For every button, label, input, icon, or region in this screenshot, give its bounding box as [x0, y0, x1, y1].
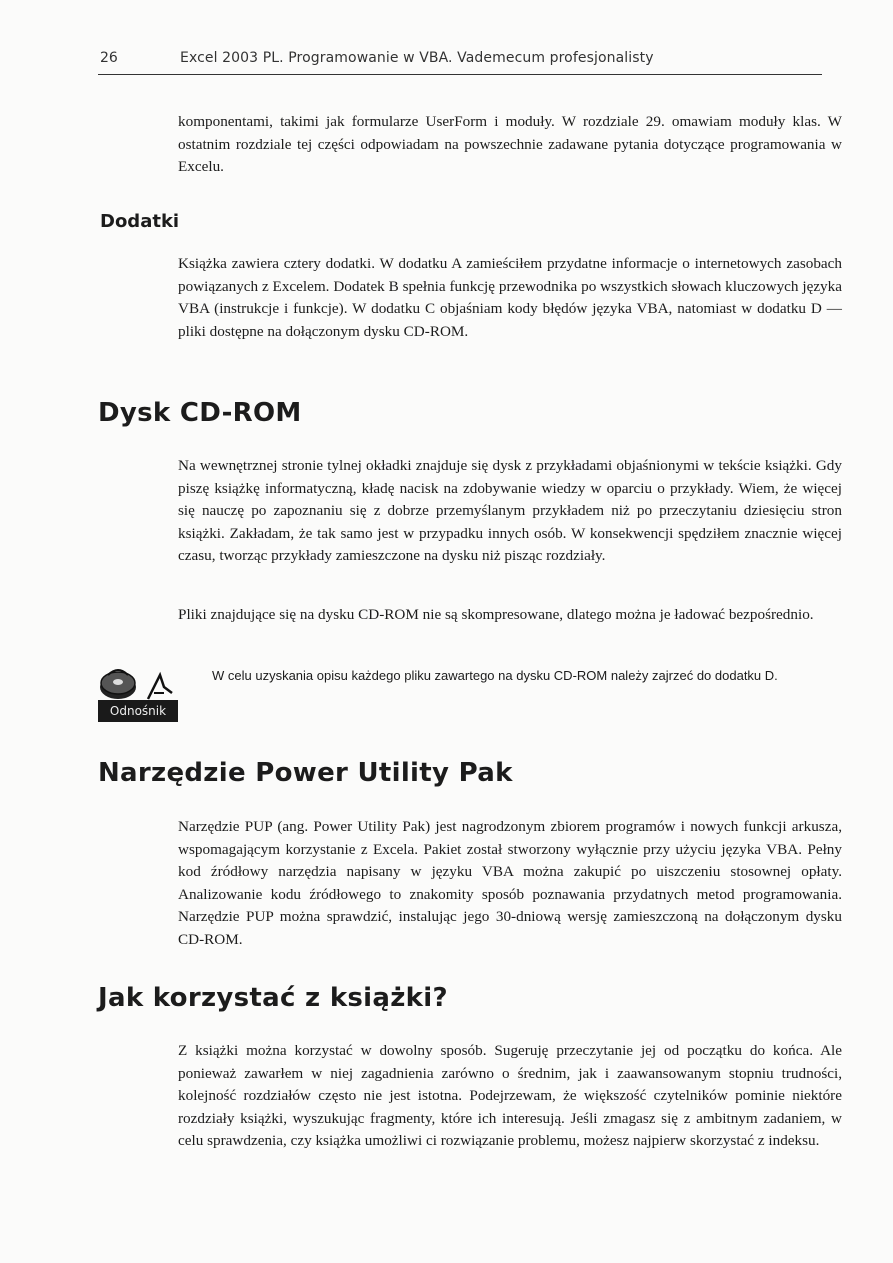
heading-cd-rom: Dysk CD-ROM — [98, 398, 302, 428]
running-title: Excel 2003 PL. Programowanie w VBA. Vademecum profesjonalisty — [180, 50, 654, 66]
dodatki-paragraph: Książka zawiera cztery dodatki. W dodatku A zamieściłem przydatne informacje o internetowych zasobach powiązanych z Excelem. Dodatek B spełnia funkcję przewodnika po wszystkich słowach kluczowych języka VBA (instrukcje i funkcje). W dodatku C objaśniam kody błędów języka VBA, natomiast w dodatku D — pliki dostępne na dołączonym dysku CD-ROM. — [178, 255, 842, 340]
cd-rom-paragraph-2: Pliki znajdujące się na dysku CD-ROM nie są skompresowane, dlatego można je ładować bezpośrednio. — [178, 606, 814, 623]
pup-paragraph: Narzędzie PUP (ang. Power Utility Pak) jest nagrodzonym zbiorem programów i nowych funkcji arkusza, wspomagającym korzystanie z Excela. Pakiet został stworzony wyłącznie przy użyciu języka VBA. Pełny kod źródłowy narzędzia napisany w języku VBA można zakupić po uiszczeniu stosownej opłaty. Analizowanie kodu źródłowego to znakomity sposób poznawania przydatnych metod programowania. Narzędzie PUP można sprawdzić, instalując jego 30-dniową wersję zamieszczoną na dołączonym dysku CD-ROM. — [178, 818, 842, 948]
page-number: 26 — [100, 50, 118, 66]
intro-paragraph: komponentami, takimi jak formularze UserForm i moduły. W rozdziale 29. omawiam moduły klas. W ostatnim rozdziale tej części odpowiadam na powszechnie zadawane pytania dotyczące programowania w Excelu. — [178, 113, 842, 175]
heading-power-utility-pak: Narzędzie Power Utility Pak — [98, 758, 513, 788]
header-rule — [98, 74, 822, 75]
cd-rom-paragraph-1: Na wewnętrznej stronie tylnej okładki znajduje się dysk z przykładami objaśnionymi w tekście książki. Gdy piszę książkę informatyczną, kładę nacisk na zdobywanie wiedzy w oparciu o przykłady. Wiem, że więcej się nauczę po zapoznaniu się z dobrze przemyślanym przykładem niż po przeczytaniu dziesięciu stron książki. Zakładam, że tak samo jest w przypadku innych osób. W konsekwencji spędziłem znacznie więcej czasu, tworząc przykłady zamieszczone na dysku niż pisząc rozdziały. — [178, 457, 842, 564]
note-label: Odnośnik — [98, 700, 178, 722]
usage-paragraph: Z książki można korzystać w dowolny sposób. Sugeruję przeczytanie jej od początku do końca. Ale ponieważ zawarłem w niej zagadnienia zarówno o średnim, jak i zaawansowanym stopniu trudności, kolejność rozdziałów często nie jest istotna. Podejrzewam, że większość czytelników pominie niektóre rozdziały książki, wyszukując fragmenty, które ich interesują. Jeśli zmagasz się z ambitnym zadaniem, w celu sprawdzenia, czy książka umożliwi ci rozwiązanie problemu, możesz najpierw skorzystać z indeksu. — [178, 1042, 842, 1149]
heading-jak-korzystac: Jak korzystać z książki? — [98, 983, 448, 1013]
note-text: W celu uzyskania opisu każdego pliku zawartego na dysku CD-ROM należy zajrzeć do dodatku D. — [212, 668, 778, 683]
heading-dodatki: Dodatki — [100, 211, 180, 232]
